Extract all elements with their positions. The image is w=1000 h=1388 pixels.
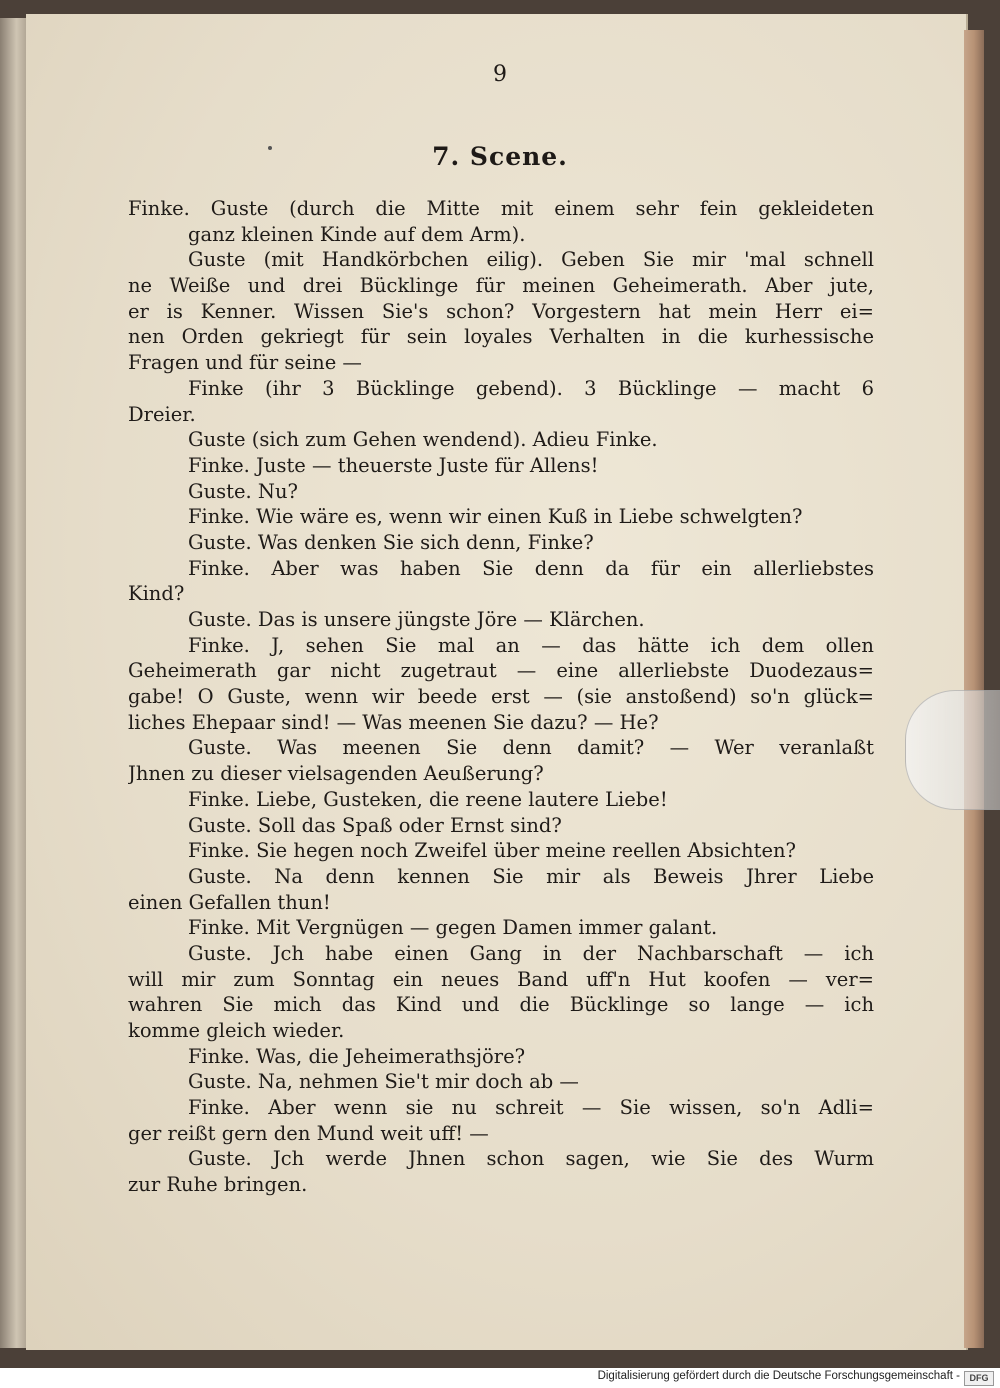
text-line: Finke. Wie wäre es, wenn wir einen Kuß in Liebe schwelgten? bbox=[188, 505, 803, 529]
text-line: Guste. Nu? bbox=[188, 479, 298, 503]
text-line: Jhnen zu dieser vielsagenden Aeußerung? bbox=[128, 762, 544, 786]
text-line: Geheimerath gar nicht zugetraut — eine allerliebste Duodezaus= bbox=[128, 659, 874, 683]
text-line: Finke. Mit Vergnügen — gegen Damen immer galant. bbox=[188, 916, 718, 940]
page-clip bbox=[905, 690, 1000, 810]
text-line: Guste. Soll das Spaß oder Ernst sind? bbox=[188, 813, 562, 837]
text-line: gabe! O Guste, wenn wir beede erst — (sie anstoßend) so'n glück= bbox=[128, 685, 874, 709]
text-line: Guste (mit Handkörbchen eilig). Geben Sie mir 'mal schnell bbox=[188, 248, 874, 272]
funding-notice: Digitalisierung gefördert durch die Deutsche Forschungsgemeinschaft - bbox=[597, 1370, 960, 1382]
text-line: Guste. Das is unsere jüngste Jöre — Klärchen. bbox=[188, 608, 645, 631]
dialogue-text bbox=[128, 196, 874, 1198]
text-line: zur Ruhe bringen. bbox=[128, 1173, 308, 1197]
text-line: Finke. Liebe, Gusteken, die reene lautere Liebe! bbox=[188, 787, 668, 811]
page-stack-edge bbox=[964, 30, 984, 1348]
text-line: wahren Sie mich das Kind und die Bücklinge so lange — ich bbox=[128, 993, 874, 1017]
text-line: Guste. Was denken Sie sich denn, Finke? bbox=[188, 530, 594, 554]
text-line: ne Weiße und drei Bücklinge für meinen Geheimerath. Aber jute, bbox=[128, 274, 874, 298]
text-line: Dreier. bbox=[128, 402, 196, 426]
text-line: Finke. Aber wenn sie nu schreit — Sie wissen, so'n Adli= bbox=[188, 1096, 874, 1120]
text-line: ger reißt gern den Mund weit uff! — bbox=[128, 1121, 489, 1145]
text-line: Guste. Na, nehmen Sie't mir doch ab — bbox=[188, 1070, 579, 1094]
text-line: komme gleich wieder. bbox=[128, 1019, 345, 1042]
text-line: ganz kleinen Kinde auf dem Arm). bbox=[188, 222, 526, 246]
text-line: Finke. J, sehen Sie mal an — das hätte ich dem ollen bbox=[188, 633, 874, 657]
text-line: Finke. Guste (durch die Mitte mit einem sehr fein gekleideten bbox=[128, 197, 874, 220]
text-line: er is Kenner. Wissen Sie's schon? Vorgestern hat mein Herr ei= bbox=[128, 299, 874, 323]
text-line: Finke. Juste — theuerste Juste für Allens! bbox=[188, 453, 599, 477]
text-line: Guste. Na denn kennen Sie mir als Beweis Jhrer Liebe bbox=[188, 864, 874, 888]
dfg-logo: DFG bbox=[964, 1371, 994, 1386]
text-line: Finke. Sie hegen noch Zweifel über meine reellen Absichten? bbox=[188, 839, 796, 863]
footer-bar bbox=[0, 1368, 1000, 1388]
scene-title: 7. Scene. bbox=[432, 142, 568, 171]
text-line: Finke. Was, die Jeheimerathsjöre? bbox=[188, 1044, 526, 1068]
text-line: Guste. Jch habe einen Gang in der Nachbarschaft — ich bbox=[188, 941, 874, 965]
text-line: Kind? bbox=[128, 582, 185, 606]
text-line: liches Ehepaar sind! — Was meenen Sie dazu? — He? bbox=[128, 710, 659, 734]
text-line: einen Gefallen thun! bbox=[128, 890, 331, 914]
text-line: Guste (sich zum Gehen wendend). Adieu Finke. bbox=[188, 428, 658, 452]
text-line: Finke (ihr 3 Bücklinge gebend). 3 Bücklinge — macht 6 bbox=[188, 376, 874, 400]
text-line: Finke. Aber was haben Sie denn da für ein allerliebstes bbox=[188, 556, 874, 580]
text-line: nen Orden gekriegt für sein loyales Verhalten in die kurhessische bbox=[128, 325, 874, 349]
text-line: will mir zum Sonntag ein neues Band uff'n Hut koofen — ver= bbox=[128, 967, 874, 991]
text-line: Guste. Jch werde Jhnen schon sagen, wie Sie des Wurm bbox=[188, 1147, 874, 1171]
text-line: Guste. Was meenen Sie denn damit? — Wer veranlaßt bbox=[188, 736, 874, 760]
text-line: Fragen und für seine — bbox=[128, 351, 362, 375]
page-number: 9 bbox=[493, 62, 507, 87]
